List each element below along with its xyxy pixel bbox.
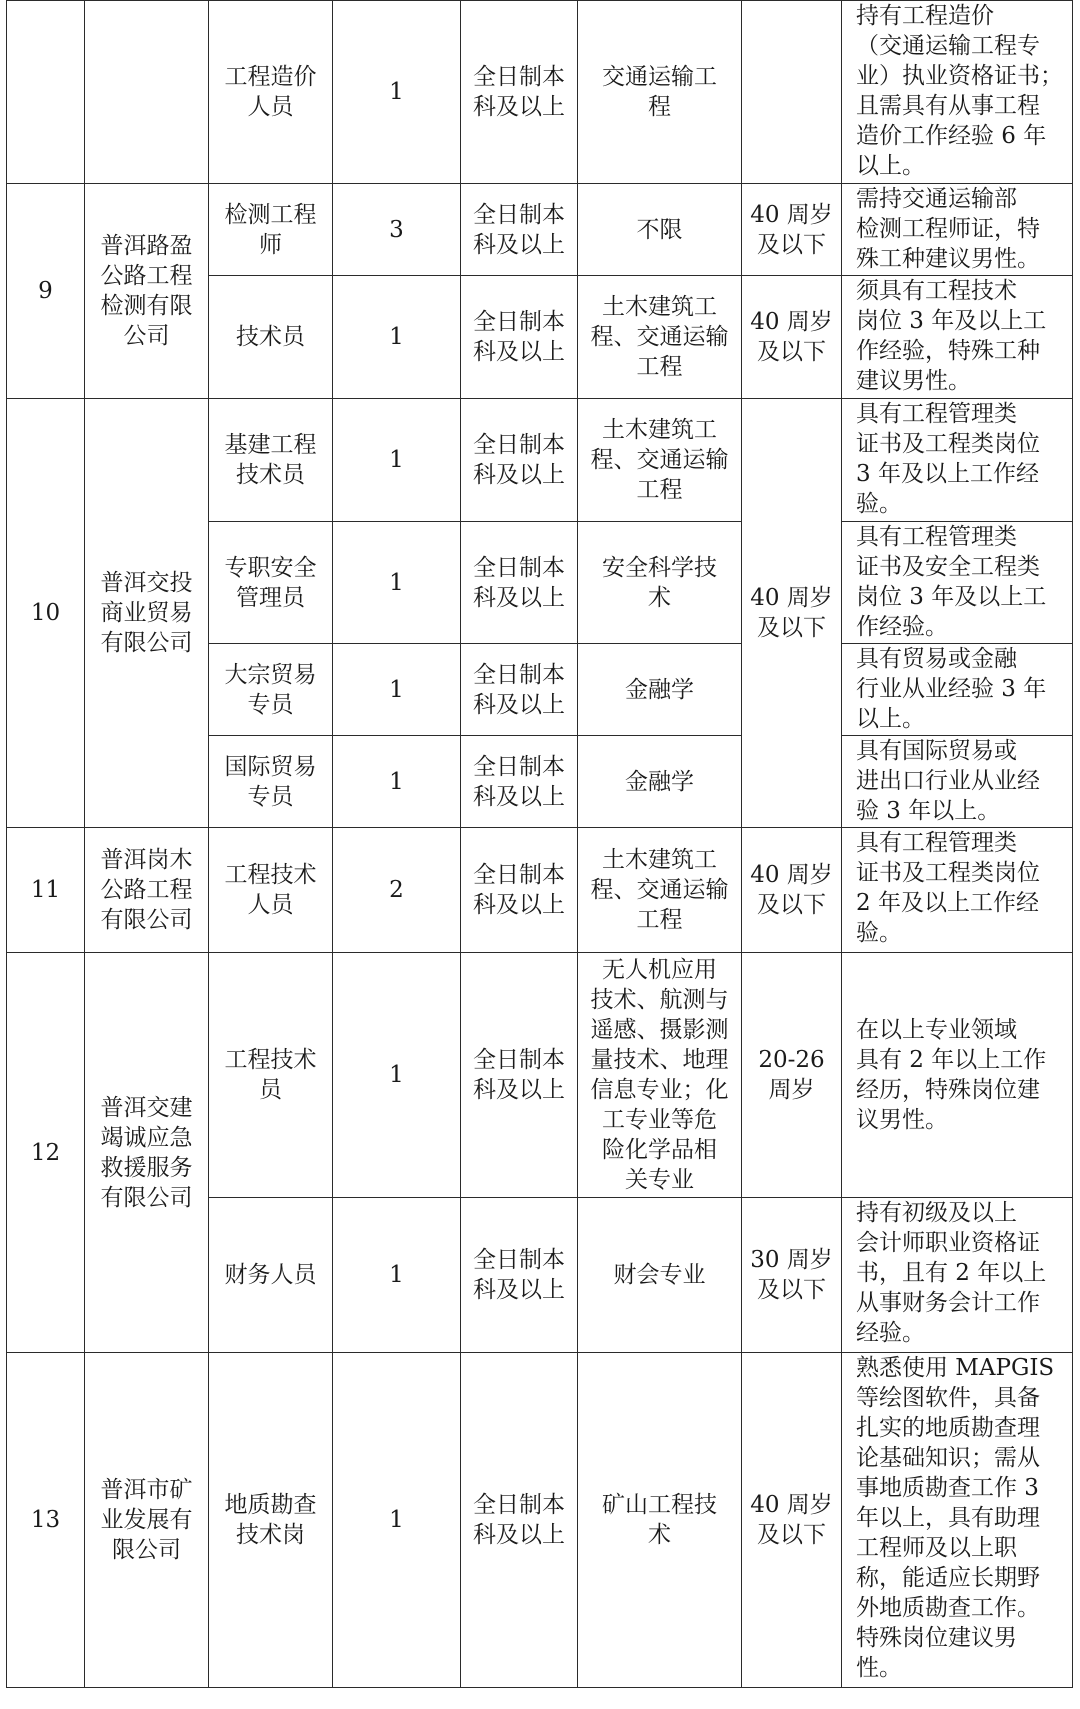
- position-cell: 基建工程 技术员: [209, 399, 333, 522]
- education-cell: 全日制本 科及以上: [461, 276, 578, 399]
- company-cell: 普洱交投 商业贸易 有限公司: [85, 399, 209, 828]
- age-cell: 40 周岁 及以下: [742, 184, 842, 276]
- age-cell: 20-26 周岁: [742, 953, 842, 1198]
- no-cell: 11: [7, 828, 85, 953]
- recruitment-table: [6, 0, 1073, 1688]
- position-cell: 工程技术 人员: [209, 828, 333, 953]
- requirements-cell: 具有工程管理类 证书及安全工程类 岗位 3 年及以上工 作经验。: [842, 522, 1073, 644]
- count-cell: 1: [333, 953, 461, 1198]
- count-cell: 1: [333, 736, 461, 828]
- requirements-cell: 熟悉使用 MAPGIS 等绘图软件，具备 扎实的地质勘查理 论基础知识；需从 事地质勘查工作 3 年以上，具有助理 工程师及以上职 称，能适应长期野 外地质勘查工作。 特殊岗位建议男 性。: [842, 1353, 1073, 1688]
- major-cell: 无人机应用 技术、航测与 遥感、摄影测 量技术、地理 信息专业；化 工专业等危 险化学品相 关专业: [578, 953, 742, 1198]
- major-cell: 安全科学技 术: [578, 522, 742, 644]
- age-cell: 40 周岁 及以下: [742, 828, 842, 953]
- position-cell: 检测工程 师: [209, 184, 333, 276]
- table-row: [7, 184, 1073, 276]
- count-cell: 1: [333, 399, 461, 522]
- table-row: [7, 1353, 1073, 1688]
- no-cell: 10: [7, 399, 85, 828]
- age-cell: 40 周岁 及以下: [742, 399, 842, 828]
- count-cell: 3: [333, 184, 461, 276]
- position-cell: 财务人员: [209, 1198, 333, 1353]
- position-cell: 大宗贸易 专员: [209, 644, 333, 736]
- company-cell: 普洱交建 竭诚应急 救援服务 有限公司: [85, 953, 209, 1353]
- requirements-cell: 需持交通运输部 检测工程师证，特 殊工种建议男性。: [842, 184, 1073, 276]
- position-cell: 国际贸易 专员: [209, 736, 333, 828]
- education-cell: 全日制本 科及以上: [461, 1353, 578, 1688]
- education-cell: 全日制本 科及以上: [461, 184, 578, 276]
- major-cell: 土木建筑工 程、交通运输 工程: [578, 828, 742, 953]
- major-cell: 金融学: [578, 736, 742, 828]
- education-cell: 全日制本 科及以上: [461, 399, 578, 522]
- requirements-cell: 具有国际贸易或 进出口行业从业经 验 3 年以上。: [842, 736, 1073, 828]
- count-cell: 1: [333, 1198, 461, 1353]
- position-cell: 工程技术 员: [209, 953, 333, 1198]
- education-cell: 全日制本 科及以上: [461, 953, 578, 1198]
- education-cell: 全日制本 科及以上: [461, 522, 578, 644]
- position-cell: 专职安全 管理员: [209, 522, 333, 644]
- company-cell: [85, 1, 209, 184]
- major-cell: 矿山工程技 术: [578, 1353, 742, 1688]
- no-cell: [7, 1, 85, 184]
- company-cell: 普洱市矿 业发展有 限公司: [85, 1353, 209, 1688]
- position-cell: 技术员: [209, 276, 333, 399]
- major-cell: 交通运输工 程: [578, 1, 742, 184]
- major-cell: 不限: [578, 184, 742, 276]
- count-cell: 2: [333, 828, 461, 953]
- age-cell: 40 周岁 及以下: [742, 1353, 842, 1688]
- position-cell: 工程造价 人员: [209, 1, 333, 184]
- count-cell: 1: [333, 1, 461, 184]
- major-cell: 财会专业: [578, 1198, 742, 1353]
- requirements-cell: 具有工程管理类 证书及工程类岗位 3 年及以上工作经 验。: [842, 399, 1073, 522]
- major-cell: 土木建筑工 程、交通运输 工程: [578, 276, 742, 399]
- company-cell: 普洱路盈 公路工程 检测有限 公司: [85, 184, 209, 399]
- requirements-cell: 具有贸易或金融 行业从业经验 3 年 以上。: [842, 644, 1073, 736]
- table-row: [7, 828, 1073, 953]
- education-cell: 全日制本 科及以上: [461, 736, 578, 828]
- major-cell: 土木建筑工 程、交通运输 工程: [578, 399, 742, 522]
- requirements-cell: 持有初级及以上 会计师职业资格证 书，且有 2 年以上 从事财务会计工作 经验。: [842, 1198, 1073, 1353]
- no-cell: 12: [7, 953, 85, 1353]
- table-row: [7, 1, 1073, 184]
- count-cell: 1: [333, 522, 461, 644]
- no-cell: 9: [7, 184, 85, 399]
- age-cell: 30 周岁 及以下: [742, 1198, 842, 1353]
- age-cell: 40 周岁 及以下: [742, 276, 842, 399]
- major-cell: 金融学: [578, 644, 742, 736]
- age-cell: [742, 1, 842, 184]
- requirements-cell: 具有工程管理类 证书及工程类岗位 2 年及以上工作经 验。: [842, 828, 1073, 953]
- table-row: [7, 399, 1073, 522]
- education-cell: 全日制本 科及以上: [461, 1198, 578, 1353]
- requirements-cell: 须具有工程技术 岗位 3 年及以上工 作经验，特殊工种 建议男性。: [842, 276, 1073, 399]
- requirements-cell: 持有工程造价 （交通运输工程专 业）执业资格证书； 且需具有从事工程 造价工作经验 6 年 以上。: [842, 1, 1073, 184]
- count-cell: 1: [333, 276, 461, 399]
- company-cell: 普洱岗木 公路工程 有限公司: [85, 828, 209, 953]
- education-cell: 全日制本 科及以上: [461, 828, 578, 953]
- position-cell: 地质勘查 技术岗: [209, 1353, 333, 1688]
- requirements-cell: 在以上专业领域 具有 2 年以上工作 经历，特殊岗位建 议男性。: [842, 953, 1073, 1198]
- no-cell: 13: [7, 1353, 85, 1688]
- education-cell: 全日制本 科及以上: [461, 1, 578, 184]
- education-cell: 全日制本 科及以上: [461, 644, 578, 736]
- table-row: [7, 953, 1073, 1198]
- count-cell: 1: [333, 1353, 461, 1688]
- count-cell: 1: [333, 644, 461, 736]
